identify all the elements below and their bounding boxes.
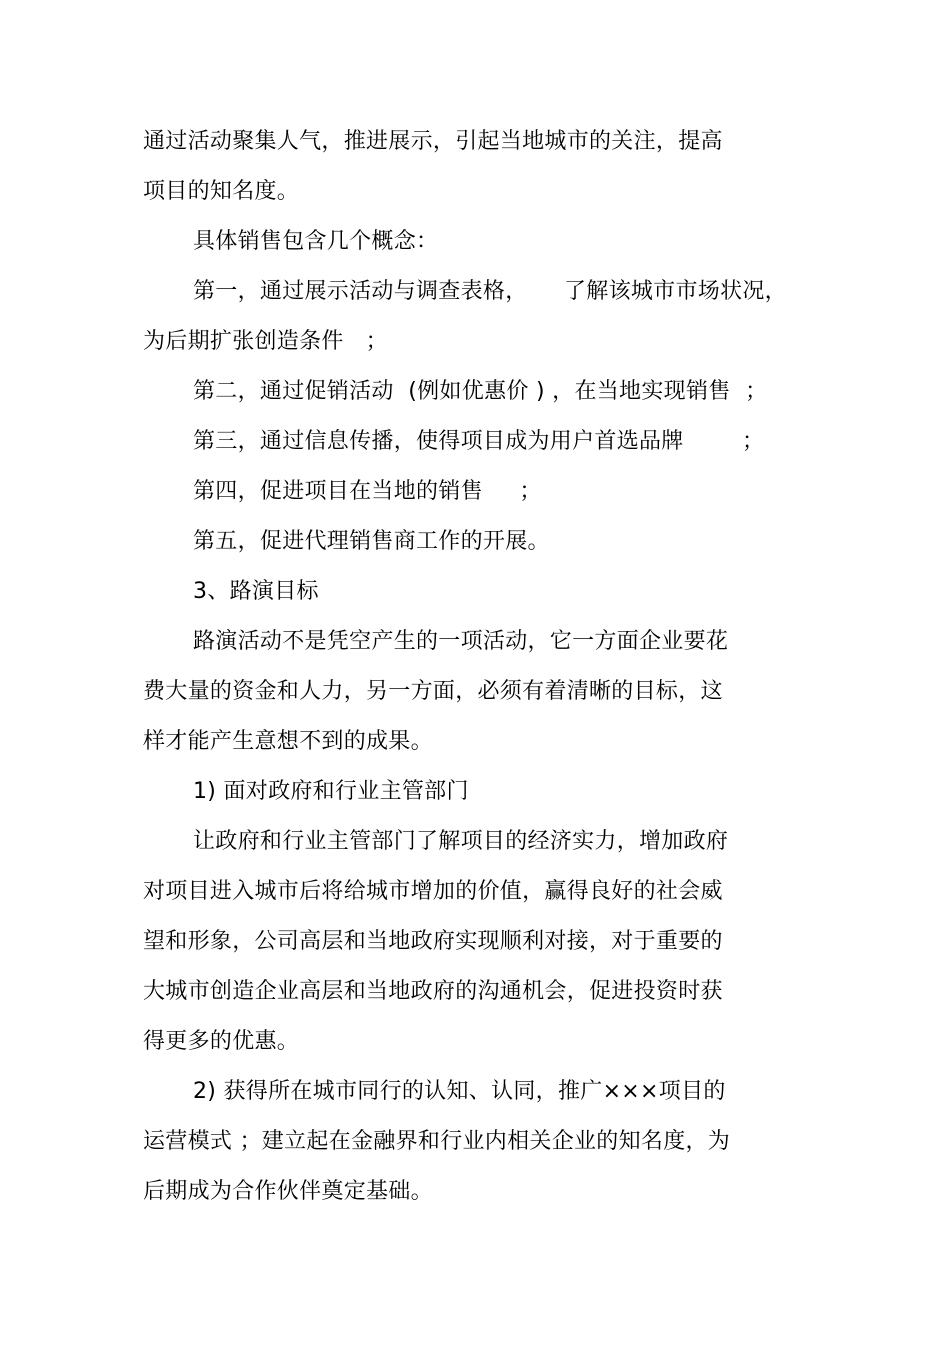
text-line: 费大量的资金和人力，另一方面，必须有着清晰的目标，这 bbox=[143, 679, 723, 704]
text-line: 第五，促进代理销售商工作的开展。 bbox=[193, 529, 550, 554]
section-heading: 3、路演目标 bbox=[193, 579, 319, 604]
text-line: 2) 获得所在城市同行的认知、认同，推广×××项目的 bbox=[193, 1079, 726, 1104]
text-line: 运营模式 ；建立起在金融界和行业内相关企业的知名度，为 bbox=[143, 1129, 731, 1154]
text-line: 望和形象，公司高层和当地政府实现顺利对接，对于重要的 bbox=[143, 929, 723, 954]
text-line: 路演活动不是凭空产生的一项活动，它一方面企业要花 bbox=[193, 629, 729, 654]
text-line: 第一，通过展示活动与调查表格， 了解该城市市场状况， bbox=[193, 279, 787, 304]
text-line: 第三，通过信息传播，使得项目成为用户首选品牌 ； bbox=[193, 429, 765, 454]
text-line: 项目的知名度。 bbox=[143, 179, 300, 204]
subsection-heading: 1) 面对政府和行业主管部门 bbox=[193, 779, 469, 804]
text-line: 对项目进入城市后将给城市增加的价值，赢得良好的社会威 bbox=[143, 879, 723, 904]
text-line: 通过活动聚集人气，推进展示，引起当地城市的关注，提高 bbox=[143, 129, 723, 154]
text-line: 第二，通过促销活动 (例如优惠价 ) ，在当地实现销售 ； bbox=[193, 379, 768, 404]
text-line: 为后期扩张创造条件 ； bbox=[143, 329, 388, 354]
text-line: 得更多的优惠。 bbox=[143, 1029, 300, 1054]
text-line: 让政府和行业主管部门了解项目的经济实力，增加政府 bbox=[193, 829, 729, 854]
text-line: 第四，促进项目在当地的销售 ； bbox=[193, 479, 542, 504]
text-line: 后期成为合作伙伴奠定基础。 bbox=[143, 1179, 433, 1204]
text-line: 具体销售包含几个概念： bbox=[193, 229, 439, 254]
text-line: 样才能产生意想不到的成果。 bbox=[143, 729, 433, 754]
text-line: 大城市创造企业高层和当地政府的沟通机会，促进投资时获 bbox=[143, 979, 723, 1004]
